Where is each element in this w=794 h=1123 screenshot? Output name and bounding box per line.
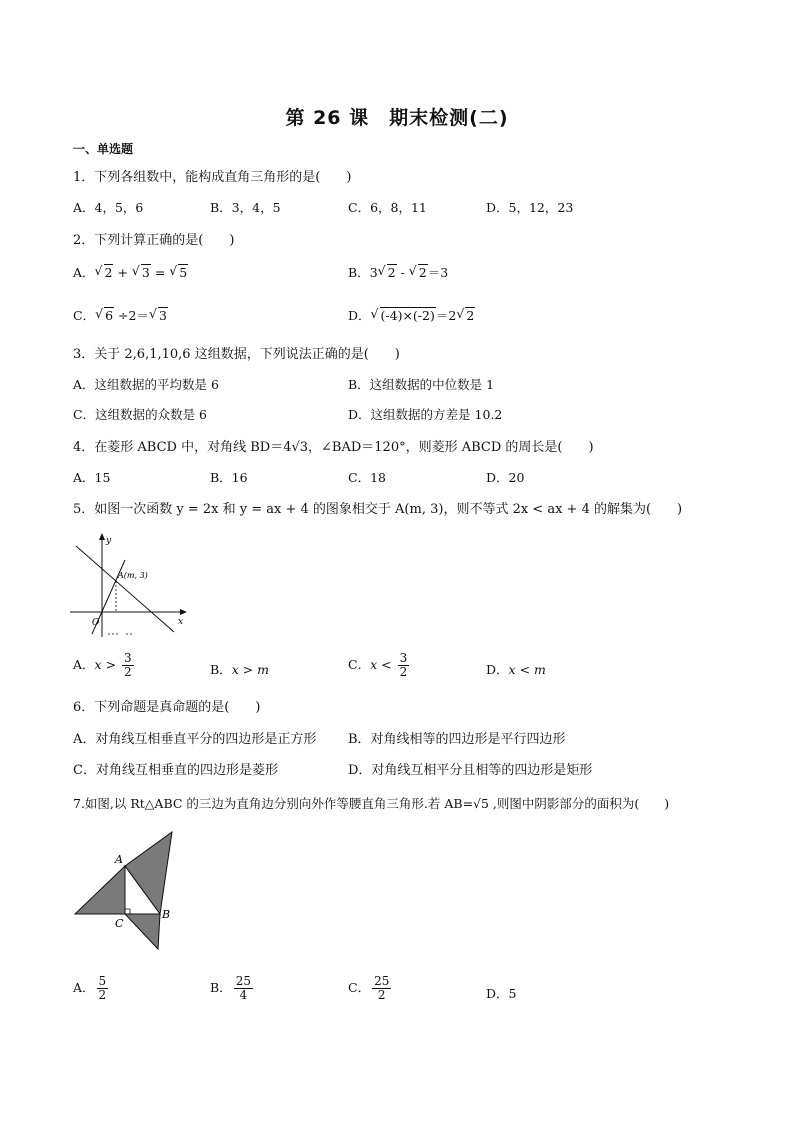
q6-option-c[interactable]: C．对角线互相垂直的四边形是菱形 xyxy=(73,763,278,778)
question-4-stem: 4．在菱形 ABCD 中，对角线 BD＝4√3，∠BAD＝120°，则菱形 ABCD 的周长是( ) xyxy=(73,440,594,455)
sqrt-2: √ 2 xyxy=(95,265,114,280)
q5-option-b[interactable]: B．x > m xyxy=(210,662,270,677)
origin-label: O xyxy=(92,618,100,628)
q4-option-c[interactable]: C．18 xyxy=(348,470,386,485)
q2-option-c-label: C． xyxy=(73,308,96,323)
sqrt-6: √ 6 xyxy=(95,308,114,323)
line-y-ax-plus-4 xyxy=(76,546,174,632)
q4-option-a[interactable]: A．15 xyxy=(73,470,111,485)
x-axis-arrow xyxy=(180,609,187,615)
q1-option-a[interactable]: A．4，5，6 xyxy=(73,200,144,215)
shaded-triangle-left xyxy=(75,866,125,914)
y-axis-arrow xyxy=(99,533,105,540)
q3-option-d[interactable]: D．这组数据的方差是 10.2 xyxy=(348,407,503,422)
q7-option-d[interactable]: D．5 xyxy=(486,986,517,1001)
point-a-label: A(m, 3) xyxy=(118,571,148,580)
q1-option-c[interactable]: C．6，8，11 xyxy=(348,200,427,215)
q5-option-a[interactable]: A．x > $\frac{3}{2}$ xyxy=(73,651,132,679)
q7-triangle-figure xyxy=(70,826,180,952)
sqrt-5: √ 5 xyxy=(169,265,188,280)
q2-option-b-label: B． xyxy=(348,265,370,280)
q1-option-b[interactable]: B．3，4，5 xyxy=(210,200,281,215)
q7-option-a[interactable]: A． $\frac{5}{2}$ xyxy=(73,974,107,1002)
q6-option-a[interactable]: A．对角线互相垂直平分的四边形是正方形 xyxy=(73,732,317,747)
y-label: y xyxy=(106,536,112,546)
q5-graph-figure xyxy=(70,532,190,640)
q2-option-d[interactable]: D．√ (-4)×(-2)＝2√ 2 xyxy=(348,306,475,324)
sqrt-3b: √ 3 xyxy=(149,308,168,323)
question-1-stem: 1．下列各组数中，能构成直角三角形的是( ) xyxy=(73,170,352,185)
question-3-stem: 3．关于 2,6,1,10,6 这组数据，下列说法正确的是( ) xyxy=(73,347,400,362)
vertex-b-label: B xyxy=(162,908,171,921)
shaded-triangle-bottom xyxy=(125,914,160,949)
q4-option-b[interactable]: B．16 xyxy=(210,470,248,485)
page-title: 第 26 课 期末检测(二) xyxy=(285,107,509,129)
q1-option-d[interactable]: D．5，12，23 xyxy=(486,200,574,215)
q6-option-d[interactable]: D．对角线互相平分且相等的四边形是矩形 xyxy=(348,763,593,778)
q2-option-a-label: A． xyxy=(73,265,95,280)
sqrt-2d: √ 2 xyxy=(456,308,475,323)
q2-option-a[interactable]: A．√ 2 + √ 3 = √ 5 xyxy=(73,263,188,281)
q7-option-c[interactable]: C． $\frac{25}{2}$ xyxy=(348,974,390,1002)
q2-option-b[interactable]: B．3√ 2 - √ 2＝3 xyxy=(348,263,448,281)
x-label: x xyxy=(178,617,184,627)
q6-option-b[interactable]: B．对角线相等的四边形是平行四边形 xyxy=(348,732,566,747)
q3-option-a[interactable]: A．这组数据的平均数是 6 xyxy=(73,377,219,392)
sqrt-2c: √ 2 xyxy=(409,265,428,280)
section-heading: 一、单选题 xyxy=(73,142,134,156)
vertex-c-label: C xyxy=(115,917,124,930)
vertex-a-label: A xyxy=(115,853,123,866)
q2-option-d-label: D． xyxy=(348,308,371,323)
question-2-stem: 2．下列计算正确的是( ) xyxy=(73,233,235,248)
question-5-stem: 5．如图一次函数 y = 2x 和 y = ax + 4 的图象相交于 A(m, 3)，则不等式 2x < ax + 4 的解集为( ) xyxy=(73,502,683,517)
sqrt-2b: √ 2 xyxy=(378,265,397,280)
q3-option-c[interactable]: C．这组数据的众数是 6 xyxy=(73,407,207,422)
q2-option-c[interactable]: C．√ 6 ÷2＝√ 3 xyxy=(73,306,168,324)
q7-option-b[interactable]: B． $\frac{25}{4}$ xyxy=(210,974,251,1002)
q5-option-d[interactable]: D．x < m xyxy=(486,662,546,677)
q4-option-d[interactable]: D．20 xyxy=(486,470,525,485)
question-6-stem: 6．下列命题是真命题的是( ) xyxy=(73,700,261,715)
sqrt-product: √ (-4)×(-2) xyxy=(371,308,436,323)
sqrt-3: √ 3 xyxy=(132,265,151,280)
q5-option-c[interactable]: C．x < $\frac{3}{2}$ xyxy=(348,651,408,679)
question-7-stem: 7.如图,以 Rt△ABC 的三边为直角边分别向外作等腰直角三角形.若 AB=√5 ,则图中阴影部分的面积为( ) xyxy=(73,796,670,811)
q3-option-b[interactable]: B．这组数据的中位数是 1 xyxy=(348,377,495,392)
